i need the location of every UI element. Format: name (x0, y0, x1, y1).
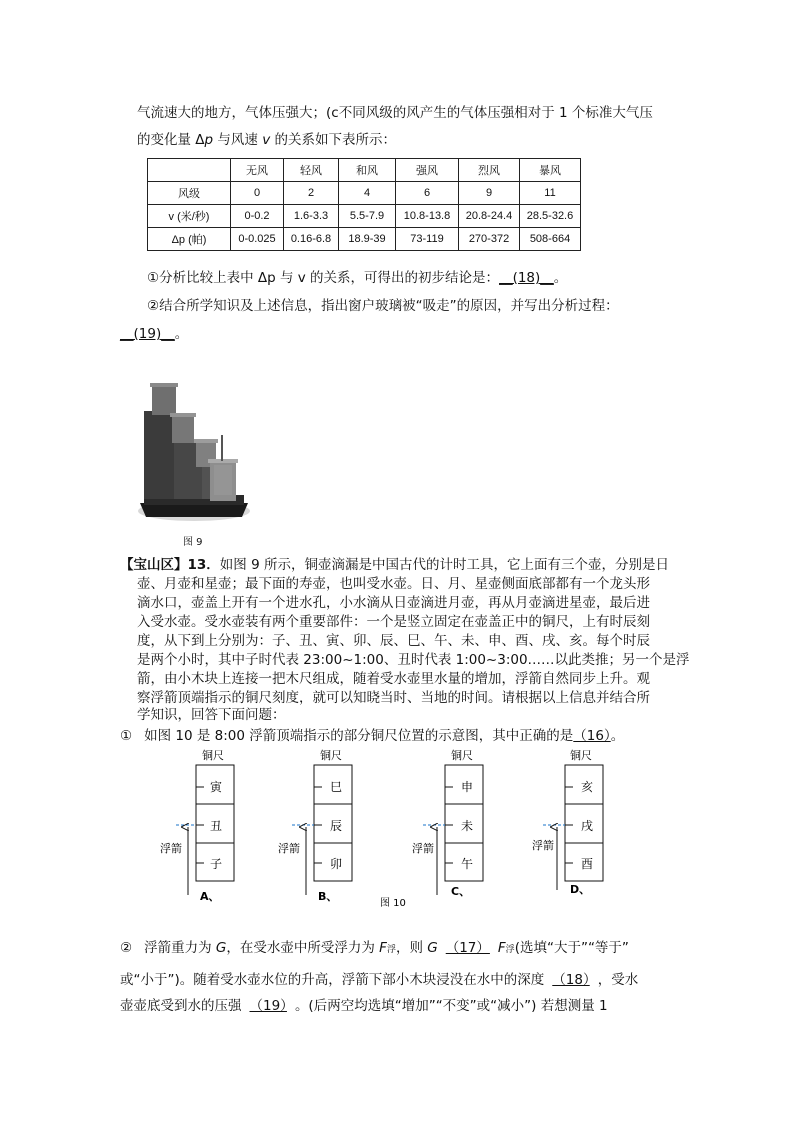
ruler-mark: 午 (460, 857, 474, 871)
subscript: 浮 (386, 945, 396, 955)
ruler-title: 铜尺 (570, 749, 592, 762)
table-cell: 和风 (339, 159, 396, 182)
ruler-mark: 辰 (329, 819, 343, 833)
question-13-line: 箭，由小木块上连接一把木尺组成，随着受水壶里水量的增加，浮箭自然同步上升。观 (137, 671, 650, 687)
table-cell: 4 (339, 182, 396, 205)
intro-line-2 (137, 130, 396, 150)
var-f: F (379, 940, 387, 956)
table-cell: 0 (231, 182, 284, 205)
figure-10-caption: 图 10 (380, 898, 406, 909)
question-text: 或“小于”)。随着受水壶水位的升高，浮箭下部小木块浸没在水中的深度 (120, 972, 545, 988)
table-cell: 18.9-39 (339, 228, 396, 251)
option-letter: B、 (318, 890, 338, 903)
table-cell: 0.16-6.8 (284, 228, 339, 251)
table-cell: 20.8-24.4 (459, 205, 520, 228)
table-cell: 5.5-7.9 (339, 205, 396, 228)
question-18 (147, 268, 567, 288)
ruler-mark: 丑 (209, 819, 223, 833)
arrow-label: 浮箭 (278, 842, 300, 855)
option-letter: D、 (570, 883, 591, 896)
intro-var-v: v (262, 132, 271, 148)
option-a-ruler (160, 748, 234, 903)
answer-blank-16[interactable]: （16） (573, 728, 611, 744)
ruler-mark: 酉 (580, 857, 594, 871)
question-text: ，则 (395, 940, 428, 956)
table-cell: 9 (459, 182, 520, 205)
question-13-line: 度，从下到上分别为：子、丑、寅、卯、辰、巳、午、未、申、酉、戌、亥。每个时辰 (137, 633, 650, 649)
ruler-title: 铜尺 (451, 749, 473, 762)
table-cell: 11 (520, 182, 581, 205)
ruler-mark: 亥 (580, 780, 594, 794)
question-text: 浮箭重力为 (144, 940, 216, 956)
question-13-line: 壶、月壶和星壶；最下面的寿壶，也叫受水壶。日、月、星壶侧面底部都有一个龙头形 (137, 576, 650, 592)
table-cell: Δp (帕) (148, 228, 231, 251)
intro-text: 的关系如下表所示： (270, 132, 396, 148)
wind-speed-table (147, 158, 581, 251)
ruler-mark: 卯 (329, 857, 343, 871)
answer-blank-19[interactable]: __(19)__ (120, 326, 175, 342)
question-17-line-2 (120, 970, 638, 990)
question-marker: ② (120, 940, 133, 956)
question-17-line-1 (120, 938, 629, 960)
subscript: 浮 (505, 945, 515, 955)
ruler-mark: 巳 (329, 780, 343, 794)
table-cell: 无风 (231, 159, 284, 182)
table-cell: 10.8-13.8 (396, 205, 459, 228)
question-13-line: 滴水口，壶盖上开有一个进水孔，小水滴从日壶滴进月壶，再从月壶滴进星壶，最后进 (137, 595, 650, 611)
table-row (148, 182, 581, 205)
question-16 (120, 726, 624, 746)
option-letter: A、 (200, 890, 220, 903)
intro-text: 的变化量 Δ (137, 132, 205, 148)
question-text: 如图 10 是 8:00 浮箭顶端指示的部分铜尺位置的示意图，其中正确的是 (144, 728, 574, 744)
table-cell (148, 159, 231, 182)
table-cell: v (米/秒) (148, 205, 231, 228)
question-text: ①分析比较上表中 Δp 与 v 的关系，可得出的初步结论是： (147, 270, 500, 286)
table-cell: 强风 (396, 159, 459, 182)
ruler-title: 铜尺 (202, 749, 224, 762)
var-g: G (215, 940, 227, 956)
question-13-line: 察浮箭顶端指示的铜尺刻度，就可以知晓当时、当地的时间。请根据以上信息并结合所 (137, 690, 650, 706)
ruler-mark: 戌 (580, 819, 594, 833)
table-cell: 28.5-32.6 (520, 205, 581, 228)
answer-blank-18[interactable]: __(18)__ (499, 270, 554, 286)
table-cell: 轻风 (284, 159, 339, 182)
question-13-line: 入受水壶。受水壶装有两个重要部件：一个是竖立固定在壶盖正中的铜尺，上有时辰刻 (137, 614, 650, 630)
table-cell: 0-0.025 (231, 228, 284, 251)
option-letter: C、 (451, 885, 471, 898)
question-13-line: 是两个小时，其中子时代表 23:00~1:00、丑时代表 1:00~3:00……以此类推；另一个是浮 (137, 652, 690, 668)
intro-var-p: p (204, 132, 214, 148)
table-cell: 烈风 (459, 159, 520, 182)
district-label: 【宝山区】 (120, 557, 188, 573)
table-row (148, 228, 581, 251)
ruler-title: 铜尺 (320, 749, 342, 762)
question-text: ，受水 (597, 972, 639, 988)
water-clock-photo (130, 375, 252, 525)
question-marker: ① (120, 728, 133, 744)
question-13-line: 学知识，回答下面问题： (137, 707, 286, 723)
var-g: G (427, 940, 438, 956)
question-text: 。 (174, 326, 189, 342)
table-row (148, 205, 581, 228)
table-cell: 0-0.2 (231, 205, 284, 228)
question-text: 。 (553, 270, 568, 286)
question-19-answer-line (120, 324, 188, 344)
table-cell: 暴风 (520, 159, 581, 182)
table-cell: 风级 (148, 182, 231, 205)
question-17-line-3 (120, 996, 608, 1016)
arrow-label: 浮箭 (160, 842, 182, 855)
ruler-mark: 寅 (209, 780, 223, 794)
option-c-ruler (412, 748, 483, 898)
question-number: 13． (187, 557, 220, 573)
table-cell: 2 (284, 182, 339, 205)
question-body: 如图 9 所示，铜壶滴漏是中国古代的计时工具，它上面有三个壶，分别是日 (219, 557, 669, 573)
ruler-mark: 子 (209, 857, 223, 871)
table-cell: 270-372 (459, 228, 520, 251)
question-text: 。(后两空均选填“增加”“不变”或“减小”) 若想测量 1 (294, 998, 608, 1014)
arrow-label: 浮箭 (412, 842, 434, 855)
table-header-row (148, 159, 581, 182)
question-text: 壶壶底受到水的压强 (120, 998, 242, 1014)
question-text: (选填“大于”“等于” (514, 940, 629, 956)
answer-blank-17[interactable]: （17） (445, 940, 490, 956)
question-text: ，在受水壶中所受浮力为 (226, 940, 380, 956)
question-text: 。 (610, 728, 625, 744)
figure-10-diagram (150, 745, 630, 915)
question-19: ②结合所学知识及上述信息，指出窗户玻璃被“吸走”的原因，并写出分析过程： (147, 298, 619, 314)
option-b-ruler (278, 748, 352, 903)
table-cell: 508-664 (520, 228, 581, 251)
option-d-ruler (532, 748, 603, 896)
intro-text: 与风速 (213, 132, 263, 148)
answer-blank-18[interactable]: （18） (552, 972, 590, 988)
figure-9-caption: 图 9 (183, 537, 203, 548)
question-13-header (120, 555, 669, 575)
arrow-label: 浮箭 (532, 839, 554, 852)
table-cell: 73-119 (396, 228, 459, 251)
table-cell: 6 (396, 182, 459, 205)
intro-line-1: 气流速大的地方，气体压强大；(c不同风级的风产生的气体压强相对于 1 个标准大气压 (137, 105, 653, 121)
var-f: F (497, 940, 506, 956)
ruler-mark: 申 (460, 780, 474, 794)
ruler-mark: 未 (460, 819, 474, 833)
answer-blank-19[interactable]: （19） (249, 998, 287, 1014)
table-cell: 1.6-3.3 (284, 205, 339, 228)
